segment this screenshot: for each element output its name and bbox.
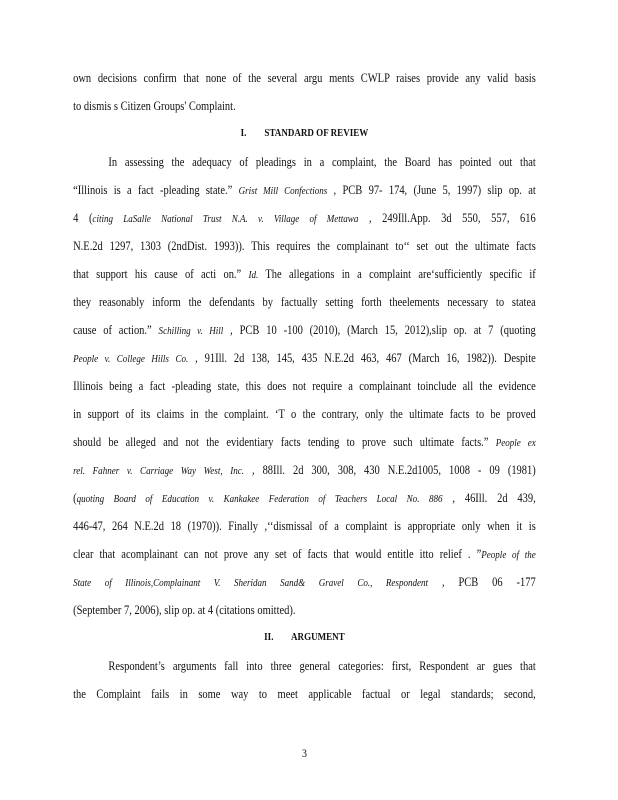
case-citation: People ex	[495, 438, 536, 449]
paragraph-2-line-4: N.E.2d 1297, 1303 (2ndDist. 1993)). This requires the complainant to‘‘ set out the ultimate facts	[73, 239, 536, 253]
text-run: “Illinois is a fact -pleading state.”	[73, 183, 239, 197]
case-citation: citing LaSalle National Trust N.A. v. Village of Mettawa	[92, 214, 359, 225]
case-citation: State of Illinois,Complainant V. Sheridan Sand& Gravel Co., Respondent	[73, 578, 429, 589]
paragraph-2-line-12	[73, 463, 536, 479]
paragraph-2-line-16	[73, 575, 536, 591]
heading-title: STANDARD OF REVIEW	[264, 128, 369, 139]
text-run: The allegations in a complaint are‘sufficiently specific if	[258, 267, 536, 281]
paragraph-2-line-1: In assessing the adequacy of pleadings in a complaint, the Board has pointed out that	[108, 155, 536, 169]
paragraph-2-line-7	[73, 323, 536, 339]
paragraph-2-line-13	[73, 491, 536, 507]
paragraph-2-line-6: they reasonably inform the defendants by factually setting forth theelements necessary to statea	[73, 295, 536, 309]
text-run: , PCB 97- 174, (June 5, 1997) slip op. at	[327, 183, 536, 197]
paragraph-2-line-10: in support of its claims in the complaint. ‘T o the contrary, only the ultimate facts to be proved	[73, 407, 536, 421]
case-citation: Id.	[248, 270, 259, 281]
text-run: cause of action.”	[73, 323, 159, 337]
heading-title: ARGUMENT	[291, 632, 345, 643]
paragraph-3-line-2: the Complaint fails in some way to meet applicable factual or legal standards; second,	[73, 687, 536, 701]
paragraph-2-line-2	[73, 183, 536, 199]
paragraph-2-line-17: (September 7, 2006), slip op. at 4 (citations omitted).	[73, 603, 296, 617]
case-citation: Grist Mill Confections	[238, 186, 328, 197]
paragraph-2-line-15	[73, 547, 536, 563]
paragraph-2-line-5	[73, 267, 536, 283]
text-run: (	[73, 491, 77, 505]
text-run: , 46Ill. 2d 439,	[442, 491, 536, 505]
text-run: clear that acomplainant can not prove any set of facts that would entitle itto relief . ”	[73, 547, 482, 561]
text-run: that support his cause of acti on.”	[73, 267, 249, 281]
paragraph-2-line-11	[73, 435, 536, 451]
heading-numeral: II.	[264, 632, 274, 643]
paragraph-1-line-1: own decisions confirm that none of the several argu ments CWLP raises provide any valid basis	[73, 71, 536, 85]
paragraph-2-line-8	[73, 351, 536, 367]
heading-numeral: I.	[240, 128, 247, 139]
text-run: , PCB 10 -100 (2010), (March 15, 2012),slip op. at 7 (quoting	[223, 323, 536, 337]
text-run: , 91Ill. 2d 138, 145, 435 N.E.2d 463, 467 (March 16, 1982)). Despite	[188, 351, 536, 365]
page-number: 3	[301, 748, 307, 760]
section-heading-standard-of-review	[73, 127, 536, 141]
text-run: , 249Ill.App. 3d 550, 557, 616	[358, 211, 536, 225]
text-run: , PCB 06 -177	[428, 575, 536, 589]
case-citation: People v. College Hills Co.	[73, 354, 189, 365]
case-citation: Schilling v. Hill	[158, 326, 224, 337]
paragraph-2-line-14: 446-47, 264 N.E.2d 18 (1970)). Finally ,‘‘dismissal of a complaint is appropriate only when it is	[73, 519, 536, 533]
case-citation: rel. Fahner v. Carriage Way West, Inc.	[73, 466, 244, 477]
paragraph-1-line-2: to dismis s Citizen Groups' Complaint.	[73, 99, 236, 113]
case-citation: People of the	[481, 550, 536, 561]
paragraph-2-line-9: Illinois being a fact -pleading state, this does not require a complainant toinclude all the evidence	[73, 379, 536, 393]
paragraph-2-line-3	[73, 211, 536, 227]
text-run: 4 (	[73, 211, 93, 225]
text-run: should be alleged and not the evidentiary facts tending to prove such ultimate facts.”	[73, 435, 496, 449]
case-citation: quoting Board of Education v. Kankakee Federation of Teachers Local No. 886	[76, 494, 443, 505]
text-run: , 88Ill. 2d 300, 308, 430 N.E.2d1005, 1008 - 09 (1981)	[243, 463, 536, 477]
section-heading-argument	[73, 631, 536, 645]
paragraph-3-line-1: Respondent’s arguments fall into three general categories: first, Respondent ar gues that	[108, 659, 536, 673]
